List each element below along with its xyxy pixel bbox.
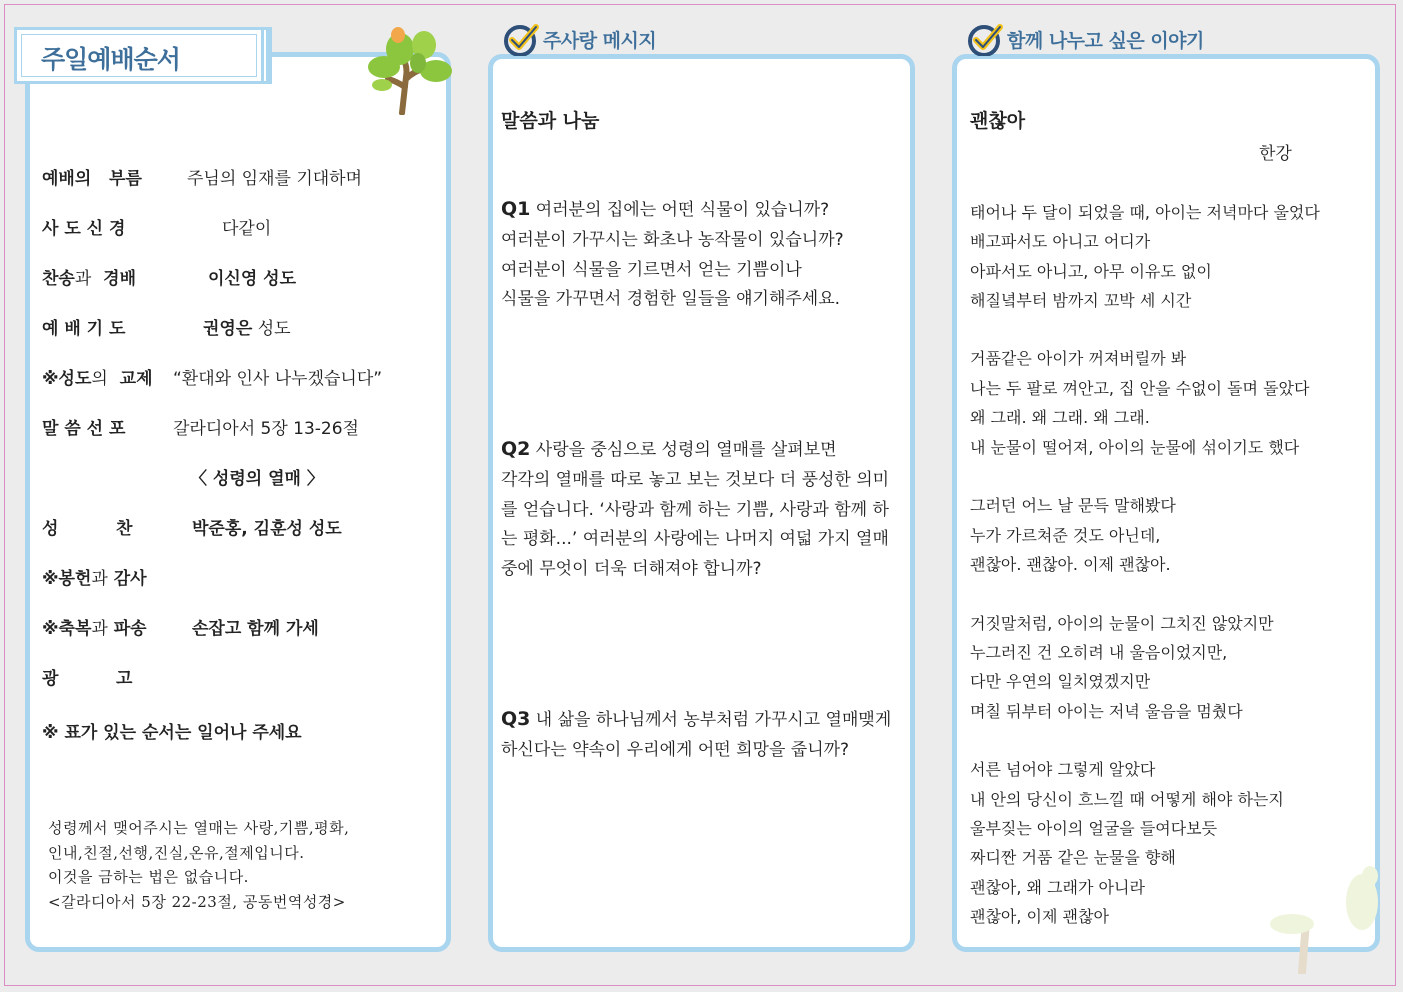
worship-order-title-box — [14, 27, 272, 84]
poem-line: 괜찮아. 괜찮아. 이제 괜찮아. — [970, 555, 1171, 574]
order-value: “환대와 인사 나누겠습니다” — [173, 369, 383, 389]
poem-line: 그러던 어느 날 문득 말해봤다 — [970, 496, 1176, 515]
order-value: 다같이 — [222, 219, 272, 239]
poem-line: 괜찮아, 이제 괜찮아 — [970, 907, 1109, 926]
worship-order-title: 주일예배순서 — [41, 45, 180, 74]
order-value: 박준홍, 김훈성 성도 — [192, 519, 342, 539]
message-section-header — [503, 22, 656, 56]
order-label: 찬 — [116, 519, 133, 539]
poem-line: 해질녘부터 밤까지 꼬박 세 시간 — [970, 291, 1192, 310]
order-label: 광 — [42, 669, 59, 689]
poem-line: 짜디짠 거품 같은 눈물을 향해 — [970, 848, 1176, 867]
order-value: 이신영 성도 — [208, 269, 297, 289]
order-value: 주님의 임재를 기대하며 — [187, 169, 363, 189]
order-label: 예배의 부름 — [42, 169, 142, 189]
poem-author: 한강 — [1259, 144, 1292, 164]
poem-line: 태어나 두 달이 되었을 때, 아이는 저녁마다 울었다 — [970, 203, 1320, 222]
poem-line: 왜 그래. 왜 그래. 왜 그래. — [970, 408, 1150, 427]
order-label: ※봉헌과 감사 — [42, 569, 147, 589]
poem-line: 울부짖는 아이의 얼굴을 들여다보듯 — [970, 819, 1218, 838]
poem-line: 누가 가르쳐준 것도 아닌데, — [970, 526, 1161, 545]
order-label: 말 씀 선 포 — [42, 419, 126, 439]
poem-line: 거품같은 아이가 꺼져버릴까 봐 — [970, 349, 1187, 368]
poem-line: 괜찮아, 왜 그래가 아니라 — [970, 878, 1145, 897]
order-label: 찬송과 경배 — [42, 269, 136, 289]
poem-line: 내 안의 당신이 흐느낄 때 어떻게 해야 하는지 — [970, 790, 1284, 809]
order-value: 갈라디아서 5장 13-26절 — [173, 419, 359, 439]
order-label: 성 — [42, 519, 59, 539]
verse-quote: 성령께서 맺어주시는 열매는 사랑,기쁨,평화, 인내,친절,선행,진실,온유,절제입니다. 이것을 금하는 법은 없습니다. <갈라디아서 5장 22-23절, 공동번역성경> — [48, 819, 350, 911]
poem-line: 아파서도 아니고, 아무 이유도 없이 — [970, 262, 1212, 281]
message-section-title: 주사랑 메시지 — [543, 29, 657, 52]
question-q1: Q1 여러분의 집에는 어떤 식물이 있습니까? 여러분이 가꾸시는 화초나 농작물이 있습니까? 여러분이 식물을 기르면서 얻는 기쁨이나 식물을 가꾸면서 경험한 일들을 얘기해주세요. — [501, 198, 844, 310]
check-icon — [503, 22, 539, 56]
check-icon — [967, 22, 1003, 56]
poem-line: 누그러진 건 오히려 내 울음이었지만, — [970, 643, 1228, 662]
order-label: 예 배 기 도 — [42, 319, 126, 339]
order-label: ※성도의 교제 — [42, 369, 153, 389]
poem-title: 괜찮아 — [970, 110, 1026, 132]
poem-line: 배고파서도 아니고 어디가 — [970, 232, 1151, 251]
order-label: 고 — [116, 669, 133, 689]
poem-line: 다만 우연의 일치였겠지만 — [970, 672, 1151, 691]
story-section-header — [967, 22, 1204, 56]
poem-line: 며칠 뒤부터 아이는 저녁 울음을 멈췄다 — [970, 702, 1243, 721]
order-label: ※축복과 파송 — [42, 619, 147, 639]
poem-line: 나는 두 팔로 껴안고, 집 안을 수없이 돌며 돌았다 — [970, 379, 1310, 398]
sermon-title: 〈 성령의 열매 〉 — [190, 469, 324, 489]
standing-note: ※ 표가 있는 순서는 일어나 주세요 — [42, 723, 302, 743]
story-section-title: 함께 나누고 싶은 이야기 — [1007, 29, 1204, 52]
order-label: 사 도 신 경 — [42, 219, 126, 239]
order-value: 권영은 성도 — [203, 319, 291, 339]
plant-decoration-icon — [1262, 862, 1392, 974]
tree-icon — [362, 27, 454, 115]
discussion-heading: 말씀과 나눔 — [501, 110, 600, 132]
poem-line: 거짓말처럼, 아이의 눈물이 그치진 않았지만 — [970, 614, 1274, 633]
poem-line: 서른 넘어야 그렇게 알았다 — [970, 760, 1156, 779]
question-q2: Q2 사랑을 중심으로 성령의 열매를 살펴보면 각각의 열매를 따로 놓고 보는 것보다 더 풍성한 의미 를 얻습니다. ‘사랑과 함께 하는 기쁨, 사랑과 함께 하 는 평화...’ 여러분의 사랑에는 나머지 여덟 가지 열매 중에 무엇이 더욱 더해져야 합니까? — [501, 438, 890, 580]
order-value: 손잡고 함께 가세 — [192, 619, 319, 639]
poem-line: 내 눈물이 떨어져, 아이의 눈물에 섞이기도 했다 — [970, 438, 1300, 457]
question-q3: Q3 내 삶을 하나님께서 농부처럼 가꾸시고 열매맺게 하신다는 약속이 우리에게 어떤 희망을 줍니까? — [501, 708, 892, 760]
